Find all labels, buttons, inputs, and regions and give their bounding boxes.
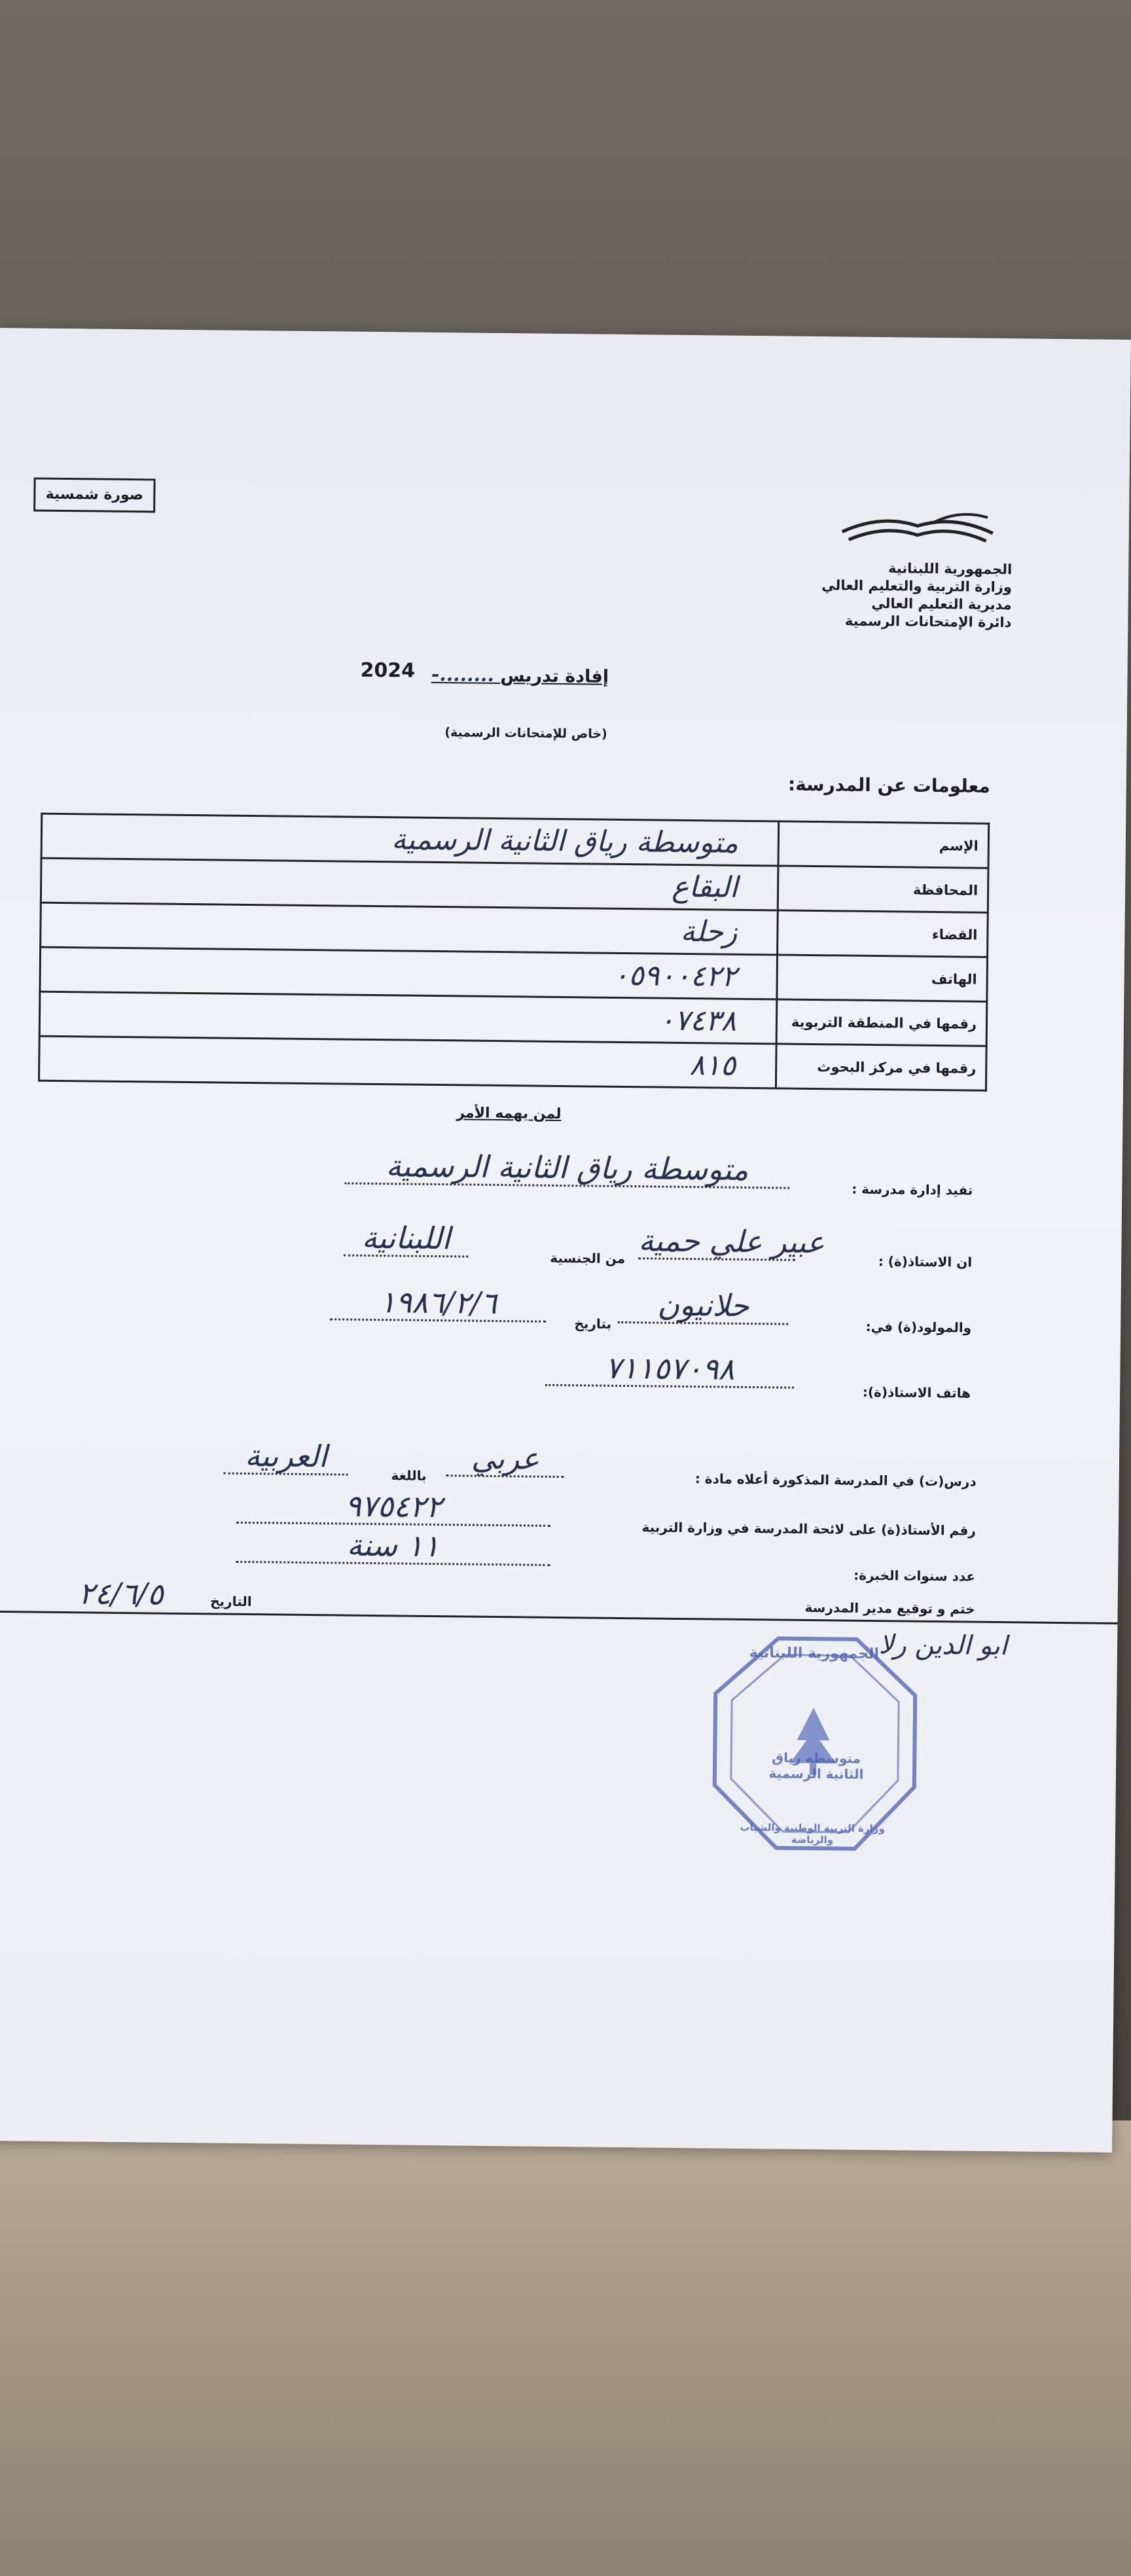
document-date: ٢٤/٦/٥ [78,1575,164,1612]
row-value: زحلة [41,903,778,955]
row-label: القضاء [778,910,988,957]
to-whom-it-may-concern: لمن يهمه الأمر [456,1105,562,1122]
document-subtitle: (خاص للإمتحانات الرسمية) [444,725,607,742]
principal-signature: ابو الدين رلا [878,1630,1008,1662]
school-info-table [38,813,990,1092]
row-value: البقاع [41,858,778,910]
document-page [0,328,1131,2153]
registration-label: رقم الأستاذ(ة) على لائحة المدرسة في وزارة التربية [641,1519,977,1539]
title-year: 2024 [360,658,416,683]
row-value: ٠٥٩٠٠٤٢٢ [40,947,778,999]
subject-value: عربي [446,1442,565,1478]
language-label: باللغة [391,1467,427,1484]
row-label: رقمها في مركز البحوث [776,1044,986,1090]
document-title: إفادة تدريس ........- [431,662,609,687]
row-label: المحافظة [778,866,988,912]
title-text: إفادة تدريس [500,665,609,687]
school-info-heading: معلومات عن المدرسة: [787,773,990,797]
stamp-text-center: متوسطة رياق الثانية الرسمية [768,1749,864,1782]
row-label: الهاتف [777,955,988,1001]
teacher-label: ان الاستاذ(ة) : [878,1253,973,1270]
ministry-header [749,558,1012,632]
row-value: ٨١٥ [39,1036,777,1088]
header-line-1: الجمهورية اللبنانية [888,560,1013,578]
ministry-logo-icon [836,507,1000,548]
language-value: العربية [224,1440,349,1476]
row-label: رقمها في المنطقة التربوية [776,999,987,1046]
birth-date: ١٩٨٦/٢/٦ [330,1285,547,1322]
photo-label-box [33,478,156,513]
registration-number: ٩٧٥٤٢٢ [236,1489,551,1527]
teacher-phone: ٧١١٥٧٠٩٨ [545,1351,795,1389]
row-value: ٠٧٤٣٨ [39,992,777,1044]
born-label: والمولود(ة) في: [865,1318,972,1336]
teacher-phone-label: هاتف الاستاذ(ة): [862,1384,971,1401]
photo-label: صورة شمسية [45,486,144,504]
header-line-2: وزارة التربية والتعليم العالي [821,577,1013,596]
nationality-label: من الجنسية [550,1249,626,1267]
principal-signature-label: ختم و توقيع مدير المدرسة [804,1599,975,1617]
stamp-text-bottom: وزارة التربية الوطنية والشباب والرياضة [740,1821,885,1846]
date-label: التاريخ [210,1593,252,1610]
experience-years: ١١ سنة [236,1528,550,1566]
row-value: متوسطة رياق الثانية الرسمية [41,814,779,866]
school-admin-label: تفيد إدارة مدرسة : [852,1181,973,1198]
school-admin-value: متوسطة رياق الثانية الرسمية [344,1150,790,1189]
table-row [39,1036,987,1090]
teacher-name: عبير علي حمية [638,1223,825,1261]
teaches-label: درس(ت) في المدرسة المذكورة أعلاه مادة : [694,1471,977,1490]
table-surface [0,2120,1131,2576]
born-place: حلانيون [618,1289,789,1325]
header-line-3: مديرية التعليم العالي [871,595,1012,613]
birth-date-label: بتاريخ [574,1315,612,1332]
experience-label: عدد سنوات الخبرة: [853,1567,976,1584]
nationality-value: اللبنانية [344,1222,469,1258]
row-label: الإسم [778,821,989,868]
stamp-text-top: الجمهورية اللبنانية [749,1645,880,1663]
header-line-4: دائرة الإمتحانات الرسمية [844,613,1012,631]
